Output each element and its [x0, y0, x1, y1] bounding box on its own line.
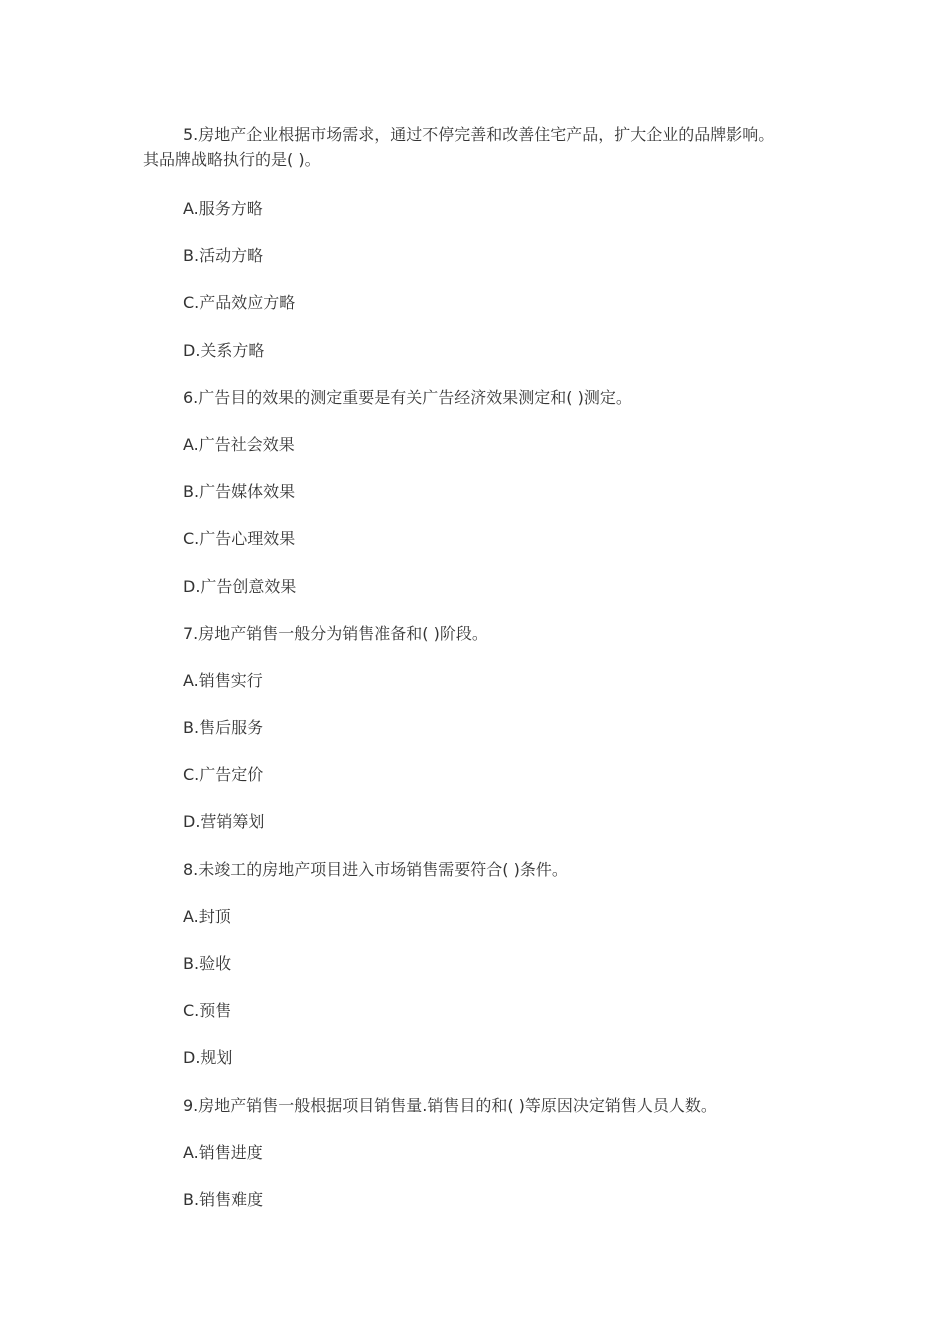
question-9	[143, 1094, 803, 1236]
question-8-option-c: C.预售	[183, 1001, 232, 1021]
question-7-option-b: B.售后服务	[183, 718, 264, 738]
question-5-option-a: A.服务方略	[183, 199, 263, 218]
question-9-stem: 9.房地产销售一般根据项目销售量.销售目的和( )等原因决定销售人员人数。	[183, 1095, 717, 1115]
question-7-option-a: A.销售实行	[183, 670, 263, 690]
question-6-option-c: C.广告心理效果	[183, 529, 296, 549]
question-6-stem: 6.广告目的效果的测定重要是有关广告经济效果测定和( )测定。	[183, 387, 632, 407]
question-7-option-c: C.广告定价	[183, 765, 264, 785]
question-5-stem-line2: 其品牌战略执行的是( )。	[143, 150, 321, 169]
question-6-option-d: D.广告创意效果	[183, 576, 297, 596]
question-5	[143, 123, 803, 386]
question-8-stem: 8.未竣工的房地产项目进入市场销售需要符合( )条件。	[183, 859, 568, 879]
question-8-option-d: D.规划	[183, 1048, 233, 1068]
question-5-option-c: C.产品效应方略	[183, 293, 296, 313]
question-9-option-b: B.销售难度	[183, 1189, 264, 1209]
question-5-option-d: D.关系方略	[183, 340, 265, 360]
question-7	[143, 622, 803, 858]
question-6	[143, 386, 803, 622]
question-9-option-a: A.销售进度	[183, 1142, 263, 1162]
question-5-stem-line1: 5.房地产企业根据市场需求，通过不停完善和改善住宅产品，扩大企业的品牌影响。	[183, 125, 775, 144]
question-8-option-b: B.验收	[183, 954, 232, 973]
question-8-option-a: A.封顶	[183, 906, 231, 926]
question-6-option-a: A.广告社会效果	[183, 434, 295, 454]
question-8	[143, 858, 803, 1094]
question-7-option-d: D.营销筹划	[183, 812, 265, 832]
question-5-option-b: B.活动方略	[183, 246, 264, 266]
question-7-stem: 7.房地产销售一般分为销售准备和( )阶段。	[183, 623, 488, 643]
question-list	[143, 123, 803, 1235]
question-6-option-b: B.广告媒体效果	[183, 482, 296, 502]
